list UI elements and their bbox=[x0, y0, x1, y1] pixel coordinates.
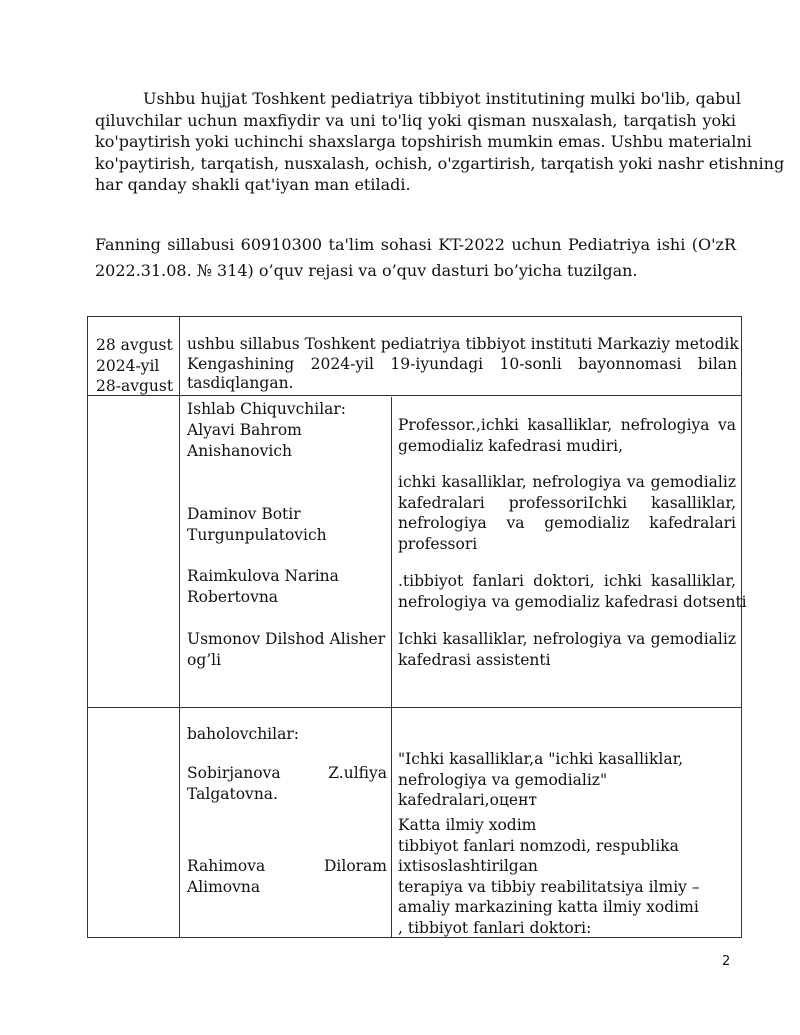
syllabus-paragraph bbox=[95, 232, 736, 284]
approval-line: tasdiqlangan. bbox=[187, 374, 294, 392]
paragraph-line: 2022.31.08. № 314) o’quv rejasi va o’quv dasturi bo’yicha tuzilgan. bbox=[95, 261, 638, 280]
developer-name: Usmonov Dilshod Alisher og’li bbox=[187, 630, 386, 669]
reviewer-name: Rahimova Diloram Alimovna bbox=[187, 857, 387, 896]
row-divider bbox=[88, 707, 741, 708]
reviewer-role: "Ichki kasalliklar,a "ichki kasalliklar, nefrologiya va gemodializ" kafedralari,оцент bbox=[398, 750, 684, 809]
approval-cell bbox=[187, 335, 737, 394]
date-line: 2024-yil bbox=[96, 356, 160, 375]
approval-table bbox=[87, 316, 747, 938]
developer-name: Daminov Botir Turgunpulatovich bbox=[187, 505, 327, 544]
developers-heading: Ishlab Chiquvchilar: bbox=[187, 400, 347, 418]
page-number: 2 bbox=[722, 954, 731, 969]
developer-role: ichki kasalliklar, nefrologiya va gemodializ kafedralari professoriIchki kasalliklar, nefrologiya va gemodializ kafedralari professori bbox=[398, 473, 736, 553]
developer-role: Ichki kasalliklar, nefrologiya va gemodializ kafedrasi assistenti bbox=[398, 630, 736, 669]
paragraph-line: ko'paytirish yoki uchinchi shaxslarga topshirish mumkin emas. Ushbu materialni bbox=[95, 132, 752, 151]
reviewer-role: Katta ilmiy xodim tibbiyot fanlari nomzodi, respublika ixtisoslashtirilgan terapiya va tibbiy reabilitatsiya ilmiy – amaliy markazining katta ilmiy xodimi , tibbiyot fanlari doktori: bbox=[398, 816, 700, 937]
date-cell bbox=[96, 335, 178, 397]
column-divider bbox=[391, 397, 392, 938]
paragraph-line: Ushbu hujjat Toshkent pediatriya tibbiyot institutining mulki bo'lib, qabul bbox=[143, 89, 741, 108]
reviewer-name: Sobirjanova Z.ulfiya Talgatovna. bbox=[187, 764, 387, 803]
date-line: 28 avgust bbox=[96, 336, 173, 354]
reviewers-heading: baholovchilar: bbox=[187, 725, 299, 743]
approval-line: Kengashining 2024-yil 19-iyundagi 10-sonli bayonnomasi bilan bbox=[187, 354, 737, 373]
paragraph-line: har qanday shakli qat'iyan man etiladi. bbox=[95, 175, 411, 194]
confidentiality-paragraph bbox=[95, 88, 785, 196]
approval-line: ushbu sillabus Toshkent pediatriya tibbiyot instituti Markaziy metodik bbox=[187, 335, 739, 353]
paragraph-line: ko'paytirish, tarqatish, nusxalash, ochish, o'zgartirish, tarqatish yoki nashr etishning bbox=[95, 153, 785, 173]
developer-role: .tibbiyot fanlari doktori, ichki kasalliklar, nefrologiya va gemodializ kafedrasi dotsenti bbox=[398, 572, 747, 611]
date-line: 28-avgust bbox=[96, 377, 174, 395]
developer-name: Alyavi Bahrom Anishanovich bbox=[187, 421, 302, 460]
paragraph-line: Fanning sillabusi 60910300 ta'lim sohasi KT-2022 uchun Pediatriya ishi (O'zR bbox=[95, 235, 736, 254]
row-divider bbox=[88, 395, 741, 396]
developer-name: Raimkulova Narina Robertovna bbox=[187, 567, 339, 606]
column-divider bbox=[179, 317, 180, 938]
paragraph-line: qiluvchilar uchun maxfiydir va uni to'liq yoki qisman nusxalash, tarqatish yoki bbox=[95, 110, 736, 130]
developer-role: Professor.,ichki kasalliklar, nefrologiya va gemodializ kafedrasi mudiri, bbox=[398, 416, 736, 455]
